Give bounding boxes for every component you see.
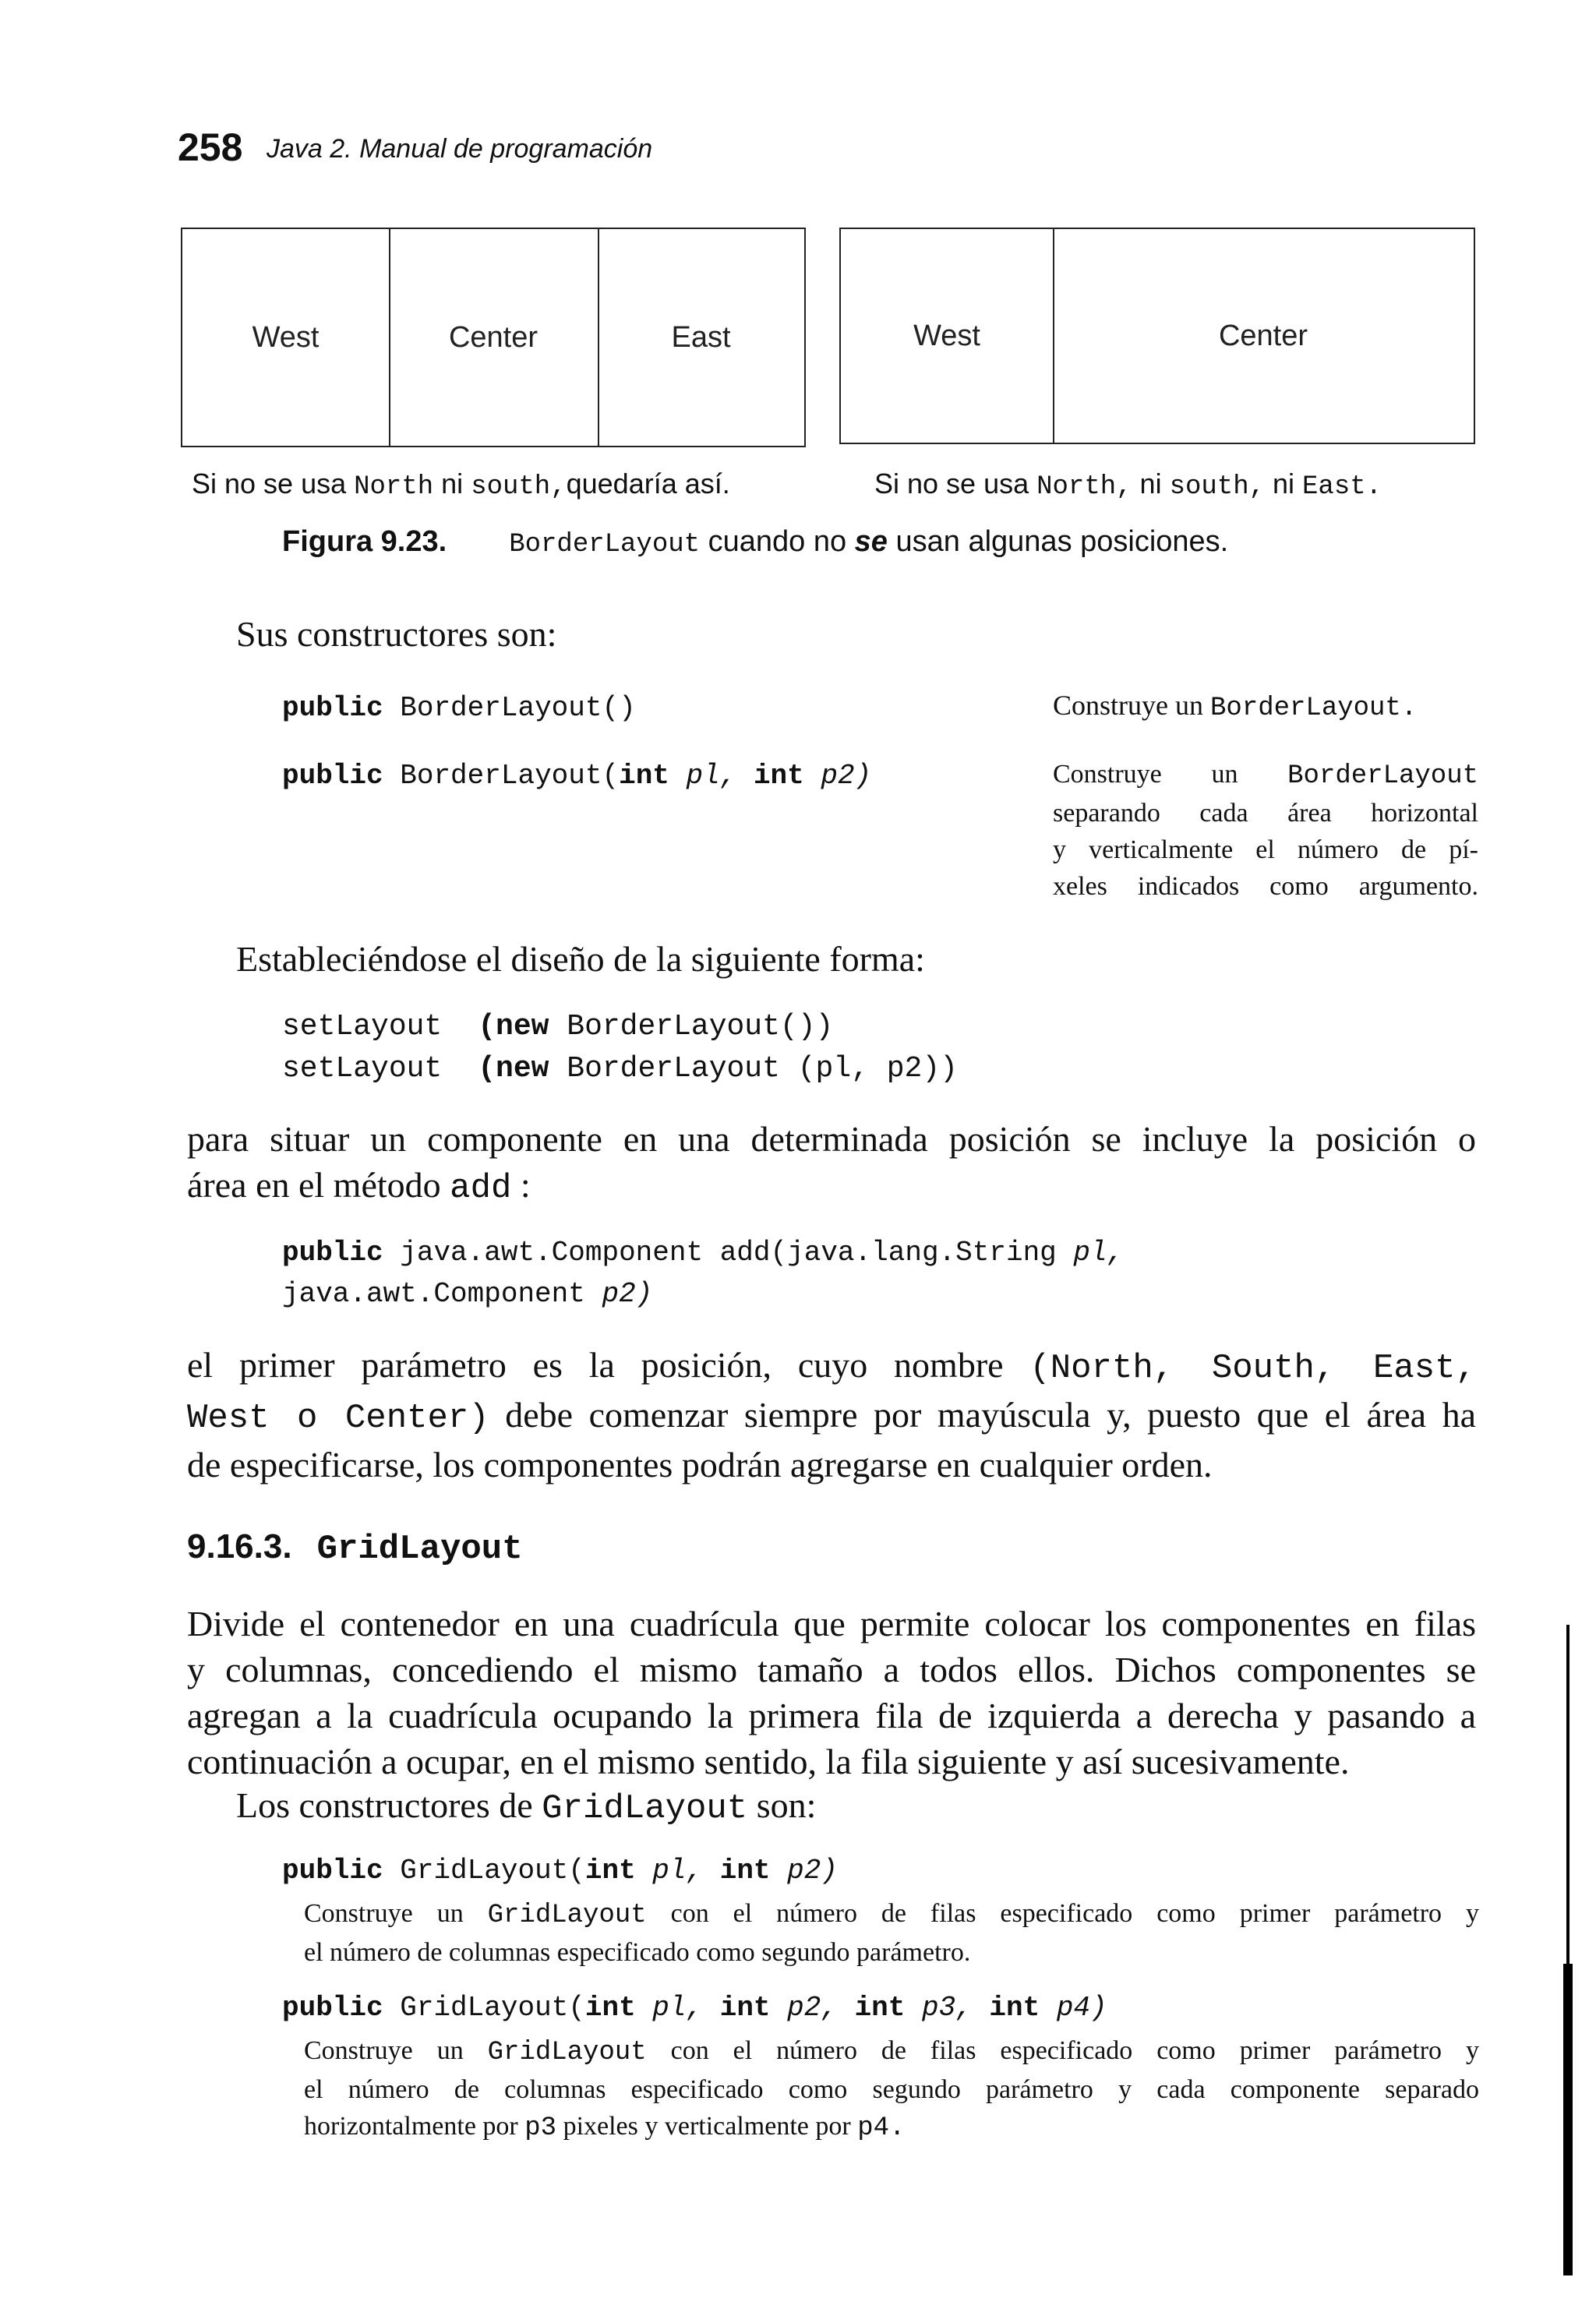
running-title: Java 2. Manual de programación <box>267 134 653 164</box>
add-signature: public java.awt.Component add(java.lang.String pl, <box>282 1237 1125 1269</box>
figure-label: Figura 9.23. <box>282 525 447 558</box>
gridlayout-paragraph: Divide el contenedor en una cuadrícula que permite colocar los componentes en filas y columnas, concediendo el mismo tamaño a todos ellos. Dichos componentes se agregan a la cuadrícula ocupando la primera fila de izquierda a derecha y pasando a continuación a ocupar, en el mismo sentido, la fila siguiente y así sucesivamente. <box>187 1604 1476 1781</box>
add-paragraph: para situar un componente en una determinada posición se incluye la posición o área en el método add : <box>187 1119 1476 1208</box>
design-intro: Estableciéndose el diseño de la siguiente forma: <box>236 939 925 979</box>
gridlayout-intro: Los constructores de GridLayout son: <box>236 1785 817 1828</box>
scan-edge-mark <box>1563 1964 1573 2275</box>
section-heading: 9.16.3. GridLayout <box>187 1527 523 1569</box>
center-region: Center <box>1218 319 1308 352</box>
constructor-signature: public GridLayout(int pl, int p2, int p3, int p4) <box>282 1992 1107 2024</box>
constructor-description: Construye un GridLayout con el número de filas especificado como primer parámetro y el número de columnas especificado como segundo parámetro y cada componente separado horizontalmente por p3 pixeles y verticalmente por p4. <box>304 2036 1479 2143</box>
scan-edge-mark <box>1566 1625 1570 1968</box>
borderlayout-diagram-right <box>839 228 1475 444</box>
constructor-description: Construye un BorderLayout. <box>1053 690 1418 723</box>
constructor-description: Construye un GridLayout con el número de filas especificado como primer parámetro y el número de columnas especificado como segundo parámetro. <box>304 1899 1479 1967</box>
code-line: setLayout (new BorderLayout (pl, p2)) <box>282 1052 958 1086</box>
parameter-paragraph: el primer parámetro es la posición, cuyo nombre (North, South, East, West o Center) debe comenzar siempre por mayúscula y, puesto que el área ha de especificarse, los componentes podrán agregarse en cualquier orden. <box>187 1345 1476 1485</box>
left-diagram-caption: Si no se usa North ni south,quedaría así. <box>192 468 730 502</box>
figure-caption: Figura 9.23. BorderLayout cuando no se usan algunas posiciones. <box>282 525 1229 560</box>
west-region: West <box>913 319 980 352</box>
center-region: Center <box>448 320 538 354</box>
constructor-signature: public BorderLayout(int pl, int p2) <box>282 760 872 792</box>
right-diagram-caption: Si no se usa North, ni south, ni East. <box>874 468 1382 502</box>
west-region: West <box>252 320 320 354</box>
constructors-intro: Sus constructores son: <box>236 614 557 654</box>
page-number: 258 <box>178 125 243 169</box>
borderlayout-diagram-left <box>181 228 806 447</box>
code-line: setLayout (new BorderLayout()) <box>282 1010 834 1043</box>
east-region: East <box>671 320 731 354</box>
constructor-description: Construye un BorderLayout separando cada área horizontal y verticalmente el número de pí- xeles indicados como argumento. <box>1053 760 1478 901</box>
add-signature-continued: java.awt.Component p2) <box>282 1278 653 1310</box>
constructor-signature: public BorderLayout() <box>282 692 636 724</box>
constructor-signature: public GridLayout(int pl, int p2) <box>282 1855 838 1887</box>
